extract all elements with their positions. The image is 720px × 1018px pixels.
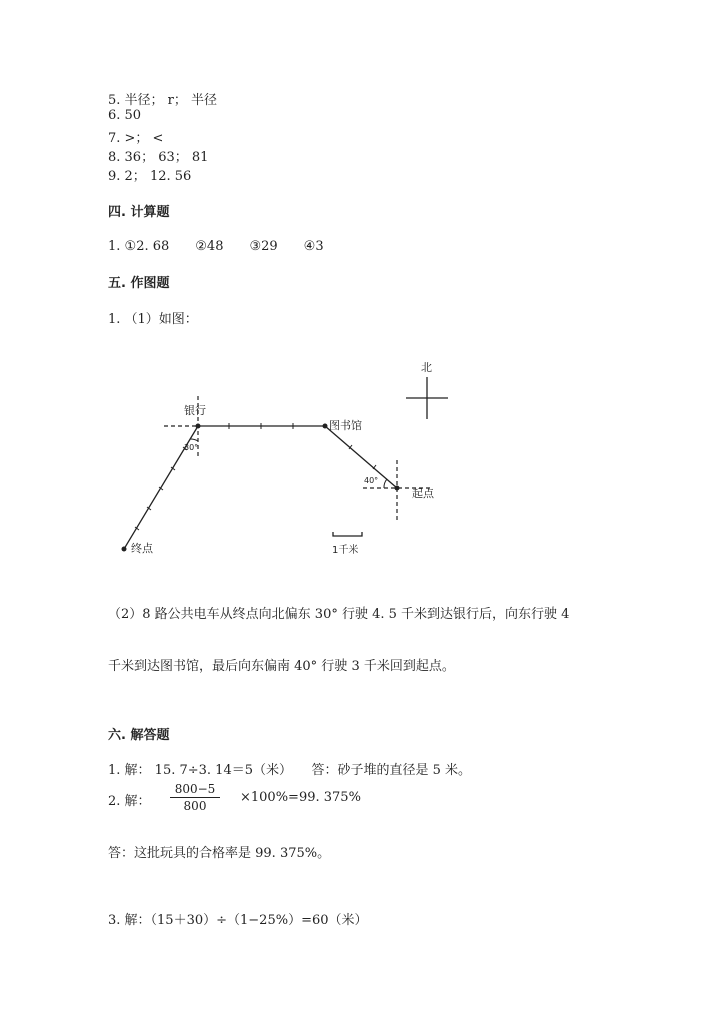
start-label: 起点 [412,487,434,500]
bank-label: 银行 [184,404,206,417]
section-5-title: 五. 作图题 [108,276,170,291]
section-6-q2-result: ×100%=99. 375% [240,790,361,805]
scale-bar [333,532,362,536]
section-4-q1: 1. ①2. 68 ②48 ③29 ④3 [108,239,324,254]
bank-point-dot [196,424,201,429]
route-library-to-start [325,426,397,488]
library-point-dot [323,424,328,429]
angle-30-label: 30° [184,443,199,452]
scale-label: 1千米 [332,545,359,556]
angle-arc-40 [384,479,387,488]
answer-6: 6. 50 [108,108,142,123]
section-6-q3: 3. 解：（15＋30）÷（1−25%）=60（米） [108,913,368,928]
angle-arc-30 [190,439,198,441]
answer-5: 5. 半径； r； 半径 [108,93,218,108]
section-5-q1-part1: 1. （1）如图： [108,312,198,327]
answer-7: 7. >； < [108,131,164,146]
section-4-title: 四. 计算题 [108,205,170,220]
section-5-q1-part2-line2: 千米到达图书馆，最后向东偏南 40° 行驶 3 千米回到起点。 [108,659,455,674]
section-6-title: 六. 解答题 [108,728,170,743]
section-6-q1: 1. 解： 15. 7÷3. 14＝5（米） 答：砂子堆的直径是 5 米。 [108,763,472,778]
fraction [170,782,220,813]
angle-40-label: 40° [364,476,379,485]
fraction-denominator: 800 [183,799,207,813]
route-map-figure [0,340,720,580]
end-point-dot [122,547,127,552]
end-label: 终点 [131,542,153,555]
answer-9: 9. 2； 12. 56 [108,169,192,184]
fraction-numerator: 800−5 [170,782,220,798]
library-label: 图书馆 [329,419,362,432]
section-5-q1-part2-line1: （2）8 路公共电车从终点向北偏东 30° 行驶 4. 5 千米到达银行后，向东行驶 4 [108,607,570,622]
north-label: 北 [421,361,432,374]
section-6-q2-answer: 答：这批玩具的合格率是 99. 375%。 [108,846,331,861]
section-6-q2-prefix: 2. 解： [108,794,151,809]
answer-8: 8. 36； 63； 81 [108,150,209,165]
start-point-dot [395,486,400,491]
